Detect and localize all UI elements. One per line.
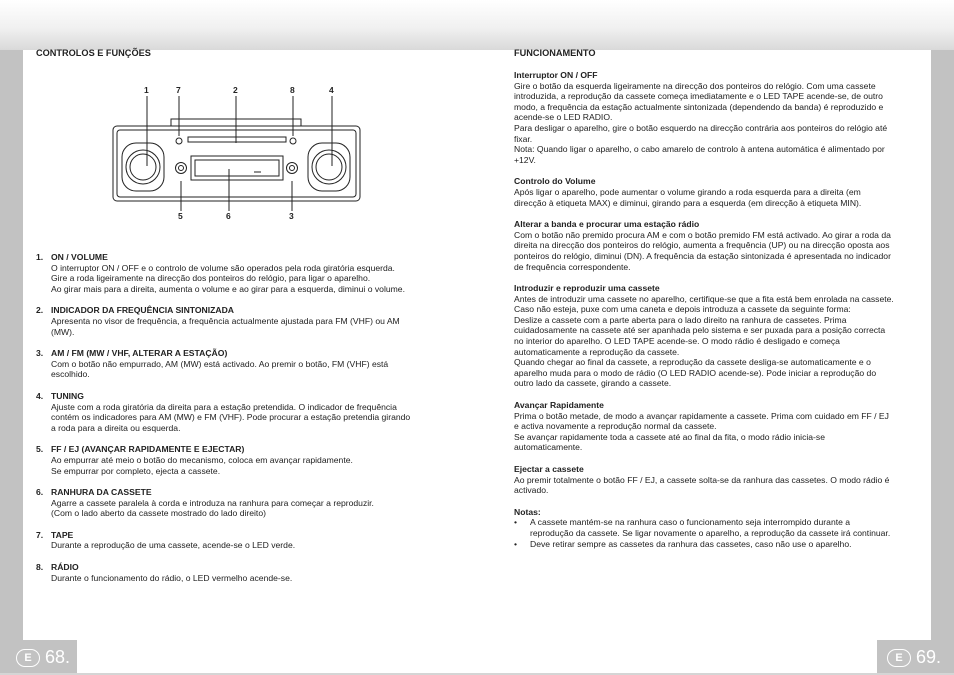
note-text: Deve retirar sempre as cassetes da ranhura das cassetes, caso não use o aparelho. xyxy=(530,538,852,549)
item-description: Ao empurrar até meio o botão do mecanismo, coloca em avançar rapidamente. Se empurrar por completo, ejecta a cassete. xyxy=(51,454,353,476)
item-description: O interruptor ON / OFF e o controlo de volume são operados pela roda giratória esquerda. Gire a roda ligeiramente na direcção dos ponteiros do relógio, para ligar o aparelho. Ao girar mais para a direita, aumenta o volume e ao girar para a esquerda, diminui o volume. xyxy=(51,262,405,294)
notes-section xyxy=(514,507,914,549)
section-body: Antes de introduzir uma cassete no aparelho, certifique-se que a fita está bem enrolada na cassete. Caso não esteja, puxe com uma caneta e depois introduza a cassete da seguinte forma: Deslize a cassete com a parte aberta para o lado direito na ranhura de cassetes. Prima cuidadosamente na cassete até ser apanhada pelo sistema e ser puxada para a posição correcta no interior do aparelho. O LED TAPE acende-se. O modo rádio é desligado e começa automaticamente a reprodução da cassete. Quando chegar ao final da cassete, a reprodução da cassete desliga-se automaticamente e o aparelho muda para o modo de rádio (O LED RADIO acende-se). Pode iniciar a reprodução do outro lado da cassete, girando a cassete. xyxy=(514,293,894,389)
item-description: Agarre a cassete paralela à corda e introduza na ranhura para começar a reproduzir. (Com o lado aberto da cassete mostrado do lado direito) xyxy=(51,497,374,519)
diagram-label: 5 xyxy=(178,211,183,221)
diagram-label: 3 xyxy=(289,211,294,221)
notes-title: Notas: xyxy=(514,506,541,517)
language-badge: E xyxy=(887,649,911,667)
item-title: INDICADOR DA FREQUÊNCIA SINTONIZADA xyxy=(51,305,235,316)
instruction-section xyxy=(514,464,914,496)
left-page-number xyxy=(16,647,70,668)
section-title: Controlo do Volume xyxy=(514,176,596,187)
section-title: Ejectar a cassete xyxy=(514,464,584,474)
item-description: Apresenta no visor de frequência, a frequência actualmente ajustada para FM (VHF) ou AM (MW). xyxy=(51,315,400,337)
right-column xyxy=(514,48,914,560)
bullet: • xyxy=(514,538,518,549)
right-page-number xyxy=(887,647,941,668)
diagram-label: 2 xyxy=(233,85,238,95)
instruction-section xyxy=(514,176,914,208)
control-item: 6. RANHURA DA CASSETE Agarre a cassete paralela à corda e introduza na ranhura para começar a reproduzir. (Com o lado aberto da cassete mostrado do lado direito) xyxy=(36,487,436,519)
control-item: 5. FF / EJ (AVANÇAR RAPIDAMENTE E EJECTAR) Ao empurrar até meio o botão do mecanismo, coloca em avançar rapidamente. Se empurrar por completo, ejecta a cassete. xyxy=(36,444,436,476)
item-title: TUNING xyxy=(51,390,84,401)
item-description: Com o botão não empurrado, AM (MW) está activado. Ao premir o botão, FM (VHF) está escolhido. xyxy=(51,358,389,380)
note-item xyxy=(514,517,914,538)
instruction-section xyxy=(514,283,914,389)
control-item: 4. TUNING Ajuste com a roda giratória da direita para a estação pretendida. O indicador de frequência contém os indicadores para AM (MW) e FM (VHF). Pode procurar a estação pretendia girando a roda para a direita ou esquerda. xyxy=(36,391,436,433)
control-item: 3. AM / FM (MW / VHF, ALTERAR A ESTAÇÃO) Com o botão não empurrado, AM (MW) está activado. Ao premir o botão, FM (VHF) está escolhido. xyxy=(36,348,436,380)
bullet: • xyxy=(514,517,518,528)
diagram-label: 1 xyxy=(144,85,149,95)
page-title: FUNCIONAMENTO xyxy=(514,48,596,58)
control-item: 2. INDICADOR DA FREQUÊNCIA SINTONIZADA Apresenta no visor de frequência, a frequência actualmente ajustada para FM (VHF) ou AM (MW). xyxy=(36,305,436,337)
page-number-text: 69. xyxy=(916,647,942,667)
instruction-section xyxy=(514,400,914,453)
instruction-section xyxy=(514,70,914,165)
item-title: RÁDIO xyxy=(51,562,79,573)
section-title: Alterar a banda e procurar uma estação rádio xyxy=(514,219,700,230)
control-item: 1. ON / VOLUME O interruptor ON / OFF e o controlo de volume são operados pela roda giratória esquerda. Gire a roda ligeiramente na direcção dos ponteiros do relógio, para ligar o aparelho. Ao girar mais para a direita, aumenta o volume e ao girar para a esquerda, diminui o volume. xyxy=(36,252,436,294)
left-margin-bar xyxy=(0,50,23,675)
left-column xyxy=(36,48,436,594)
section-title: Interruptor ON / OFF xyxy=(514,70,598,80)
section-body: Ao premir totalmente o botão FF / EJ, a cassete solta-se da ranhura das cassetes. O modo rádio é activado. xyxy=(514,474,890,496)
diagram-label: 6 xyxy=(226,211,231,221)
section-body: Com o botão não premido procura AM e com o botão premido FM está activado. Ao girar a roda da direita na direcção dos ponteiros do relógio, aumenta a frequência (UP) ou na direcção oposta aos ponteiros do relógio, diminui (DN). A frequência da estação sintonizada é apresentada no indicador de frequência correspondente. xyxy=(514,229,891,272)
diagram-label: 4 xyxy=(329,85,334,95)
right-margin-bar xyxy=(931,50,954,675)
page-title: CONTROLOS E FUNÇÕES xyxy=(36,48,151,58)
radio-front-panel-drawing xyxy=(36,71,436,211)
diagram-label: 8 xyxy=(290,85,295,95)
section-title: Introduzir e reproduzir uma cassete xyxy=(514,283,660,294)
item-description: Durante o funcionamento do rádio, o LED vermelho acende-se. xyxy=(51,572,293,583)
header-band xyxy=(0,0,954,50)
radio-diagram xyxy=(36,71,436,221)
note-item xyxy=(514,539,914,550)
language-badge: E xyxy=(16,649,40,667)
item-title: FF / EJ (AVANÇAR RAPIDAMENTE E EJECTAR) xyxy=(51,444,245,455)
section-body: Gire o botão da esquerda ligeiramente na direcção dos ponteiros do relógio. Com uma cassete introduzida, a reprodução da cassete começa imediatamente e o LED TAPE acende-se, de outro modo, a frequência da estação actualmente sintonizada (dependendo da banda) é reproduzido e acende-se o LED RADIO. Para desligar o aparelho, gire o botão esquerdo na direcção contrária aos ponteiros do relógio até fixar. Nota: Quando ligar o aparelho, o cabo amarelo de controlo à antena automática é alimentado por +12V. xyxy=(514,80,888,165)
item-title: TAPE xyxy=(51,529,74,540)
item-title: RANHURA DA CASSETE xyxy=(51,487,152,498)
diagram-label: 7 xyxy=(176,85,181,95)
section-body: Após ligar o aparelho, pode aumentar o volume girando a roda esquerda para a direita (em direcção à etiqueta MAX) e diminui, girando para a esquerda (em direcção à etiqueta MIN). xyxy=(514,186,862,208)
section-body: Prima o botão metade, de modo a avançar rapidamente a cassete. Prima com cuidado em FF / EJ e activa novamente a reprodução normal da cassete. Se avançar rapidamente toda a cassete até ao final da fita, o modo rádio inicia-se automaticamente. xyxy=(514,410,889,453)
note-text: A cassete mantém-se na ranhura caso o funcionamento seja interrompido durante a reprodução da cassete. Se ligar novamente o aparelho, a reprodução da cassete irá continuar. xyxy=(530,517,891,538)
control-item: 7. TAPE Durante a reprodução de uma cassete, acende-se o LED verde. xyxy=(36,530,436,551)
page-number-text: 68. xyxy=(45,647,71,667)
item-description: Durante a reprodução de uma cassete, acende-se o LED verde. xyxy=(51,540,296,551)
section-title: Avançar Rapidamente xyxy=(514,400,604,411)
control-item: 8. RÁDIO Durante o funcionamento do rádio, o LED vermelho acende-se. xyxy=(36,562,436,583)
item-description: Ajuste com a roda giratória da direita para a estação pretendida. O indicador de frequência contém os indicadores para AM (MW) e FM (VHF). Pode procurar a estação pretendia girando a roda para a direita ou esquerda. xyxy=(51,401,411,433)
item-title: AM / FM (MW / VHF, ALTERAR A ESTAÇÃO) xyxy=(51,348,228,359)
item-title: ON / VOLUME xyxy=(51,252,108,262)
instruction-section xyxy=(514,219,914,272)
